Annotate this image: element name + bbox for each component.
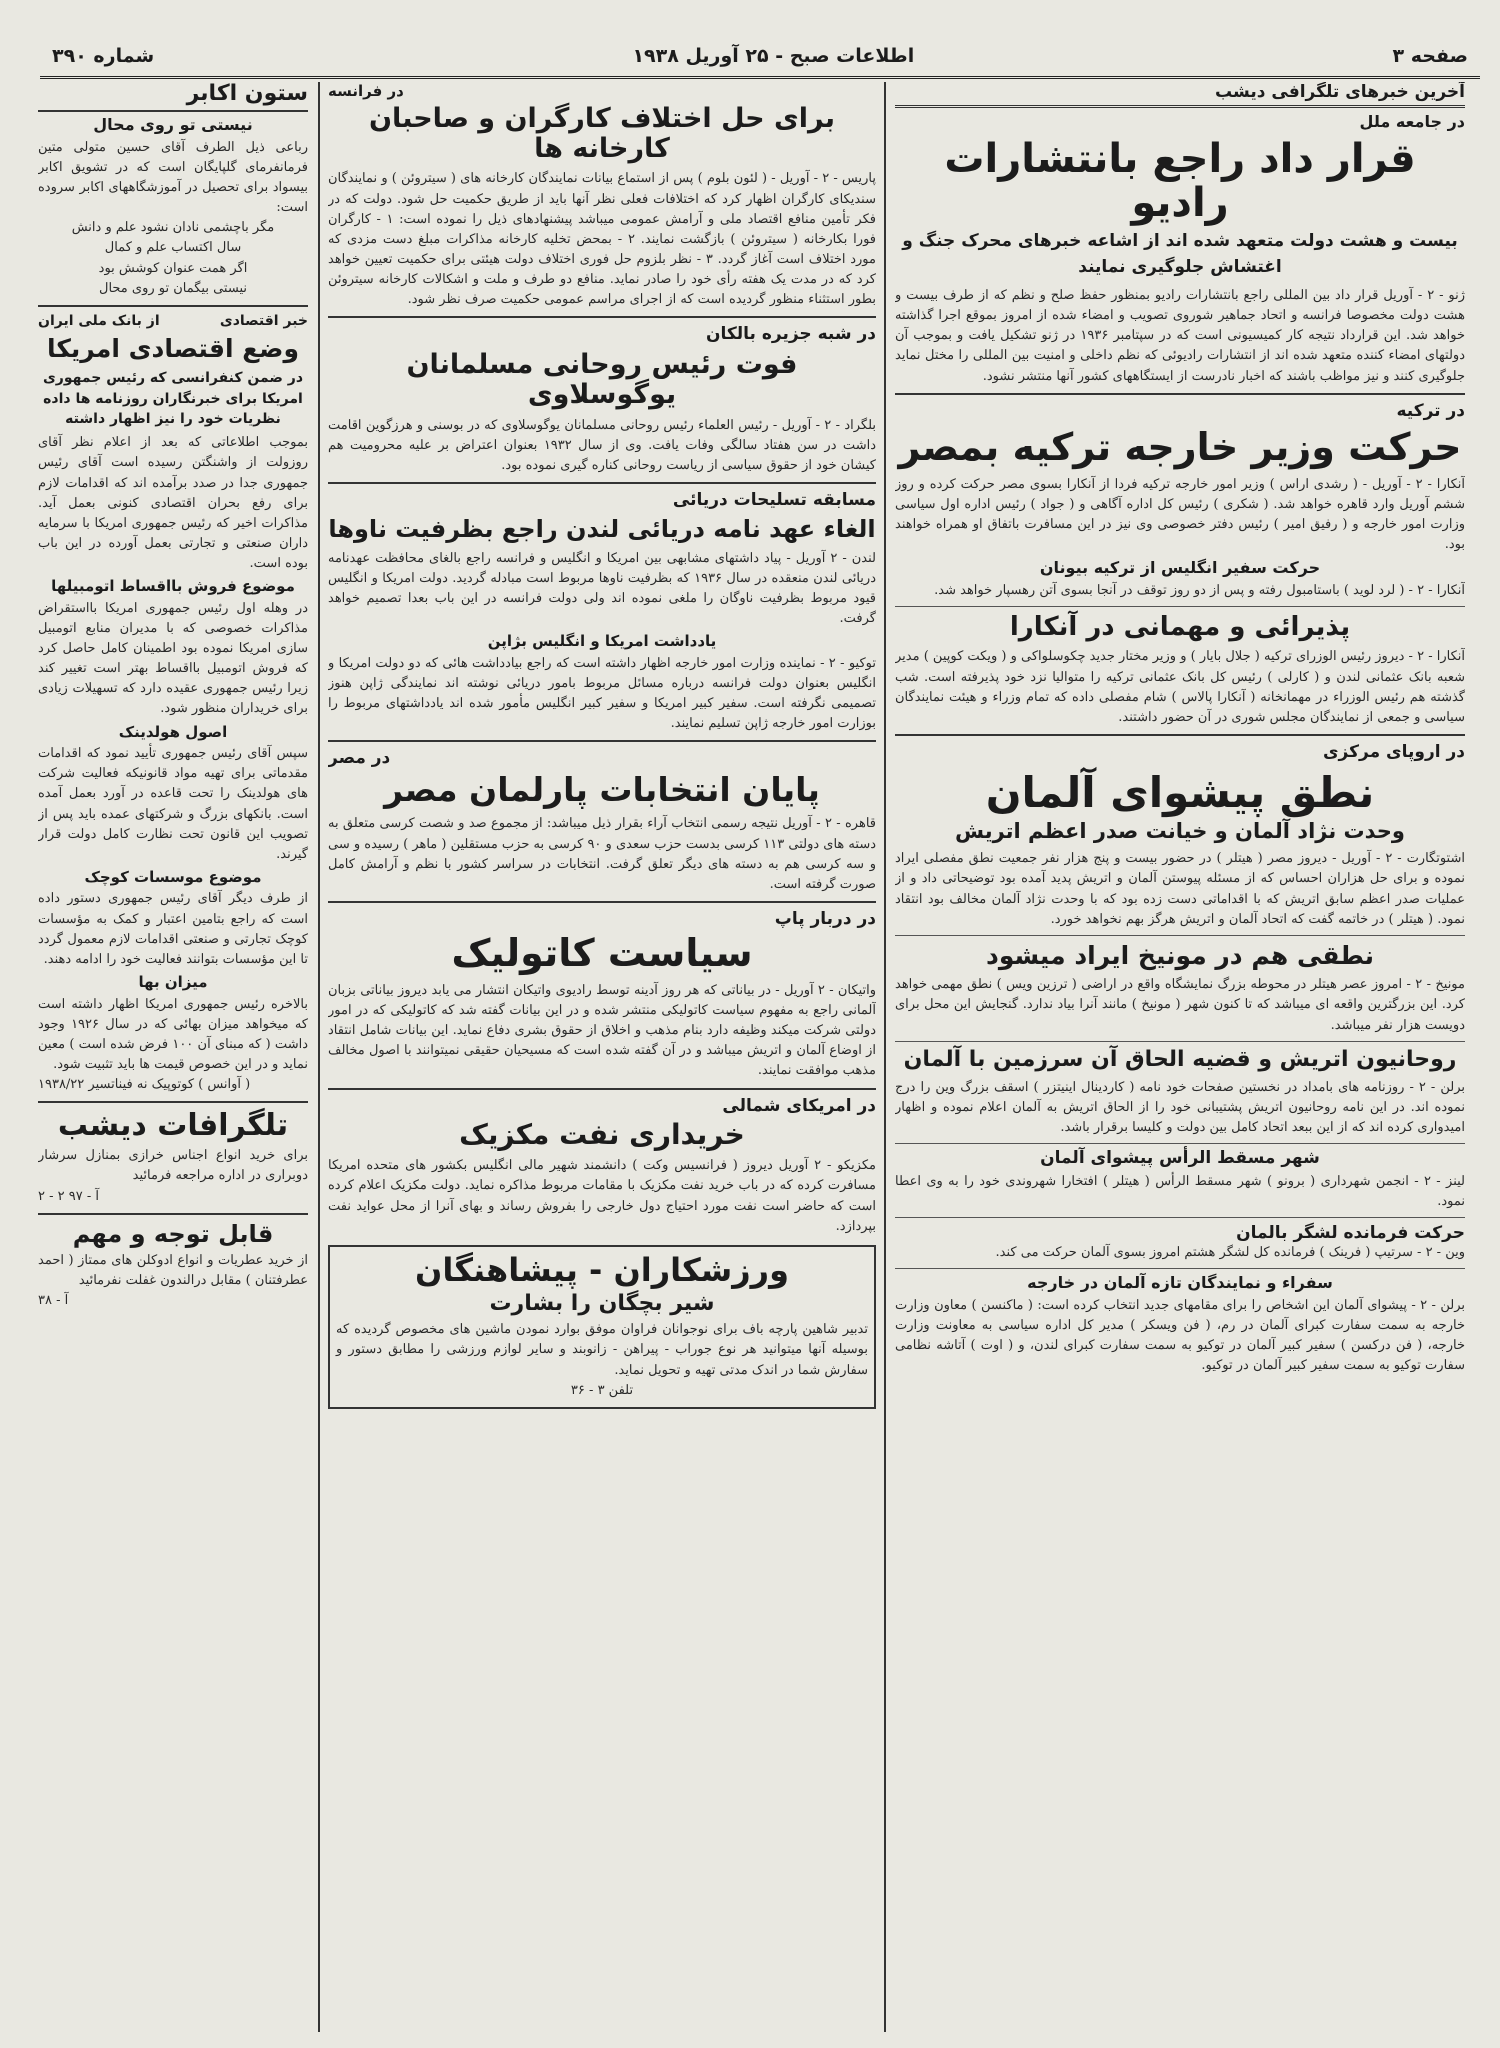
- ad-body: برای خرید انواع اجناس خرازی بمنازل سرشار دوبراری در اداره مراجعه فرمائید: [38, 1148, 308, 1184]
- right-column: [895, 82, 1465, 2032]
- headline-oil: خریداری نفت مکزیک: [459, 1117, 745, 1151]
- article-naval: لندن - ۲ آوریل - پیاد داشتهای مشابهی بین امریکا و انگلیس و فرانسه راجع بالغای محافظت عهدنامه دریائی لندن منعقده در سال ۱۹۳۶ که بظرفیت ناوها مربوط است مبادله گردید. دولت امریکا و انگلیس قیود مربوط بظرفیت ناوگان را ملغی نموده اند ولی دولت فرانسه در این باب بعدا تصمیم خواهد گرفت.: [328, 550, 876, 626]
- section-heading: در امریکای شمالی: [722, 1095, 876, 1116]
- headline-commander: حرکت فرمانده لشگر بالمان: [1236, 1223, 1465, 1244]
- article-turkey-2: آنکارا - ۲ - ( لرد لوید ) باستامبول رفته و پس از دو روز توقف در آنجا بسوی آتن رهسپار خواهد شد.: [934, 582, 1465, 598]
- ad-headline: تلگرافات دیشب: [57, 1108, 289, 1144]
- section-heading: در اروپای مرکزی: [1322, 741, 1465, 762]
- article-small-business: از طرف دیگر آقای رئیس جمهوری دستور داده است که راجع بتامین اعتبار و کمک به مؤسسات کوچک تجارتی و صنعتی اقدامات لازم معمول گردد تا این مؤسسات بتوانند فعالیت خود را ادامه دهند.: [38, 891, 308, 967]
- middle-column: [328, 82, 876, 2032]
- article-clergy: برلن - ۲ - روزنامه های بامداد در نخستین صفحات خود نامه ( کاردینال اینیتزر ) اسقف بزرگ وین را درج نموده اند. در این نامه روحانیون اتریش پشتیبانی خود را از الحاق اتریش به آلمان اعلام نموده و اظهار امیدواری کرده اند که از این ببعد اتحاد کامل بین دولت و کلیسا برقرار باشد.: [895, 1079, 1465, 1136]
- masthead-bar: [40, 36, 1480, 79]
- poem-line: مگر باچشمی نادان نشود علم و دانش: [71, 220, 275, 236]
- column-intro: رباعی ذیل الطرف آقای حسین متولی متین فرمانفرمای گلپایگان است که در تشویق اکابر بیسواد برای تحصیل در آموزشگاههای اکابر سروده است:: [38, 139, 308, 216]
- article-turkey: آنکارا - ۲ - آوریل - ( رشدی اراس ) وزیر امور خارجه ترکیه فردا از آنکارا بسوی مصر حرکت کرده و روز ششم آوریل وارد قاهره خواهد شد. ( شکری ) رئیس کل اداره آگاهی و ( جواد ) رئیس اداره اول سیاسی وزارت امور خارجه و ( رفیق امیر ) رئیس دفتر خصوصی وی نیز در این مسافرت باتفاق او همراه خواهند بود.: [895, 476, 1465, 552]
- section-heading: مسابقه تسلیحات دریائی: [672, 490, 876, 511]
- headline-birthplace: شهر مسقط الرأس پیشوای آلمان: [1040, 1148, 1320, 1169]
- article-ankara: آنکارا - ۲ - دیروز رئیس الوزرای ترکیه ( جلال بایار ) و وزیر مختار جدید چکوسلواکی و ( ویکت کوپین ) مدیر شعبه بانک عثمانی لندن و ( کارلی ) رئیس کل بانک عثمانی ترکیه را متوالیا نزد خود پذیرفته است. شب گذشته هم رئیس الوزراء در مهمانخانه ( آنکارا پالاس ) شام مفصلی داده که تمام وزراء و هیئت نمایندگان سیاسی و جمعی از نمایندگان مجلس شوری در آن حضور داشتند.: [895, 649, 1465, 725]
- ad-phone: تلفن ۳ - ۳۶: [570, 1382, 634, 1398]
- section-heading: در دربار پاپ: [774, 909, 876, 930]
- article-us-economy: بموجب اطلاعاتی که بعد از اعلام نظر آقای روزولت از واشنگتن رسیده است آقای رئیس جمهوری جدا در صدد برآمده اند که اقدامات لازم برای رفع بحران اقتصادی کنونی بعمل آید. مذاکرات اخیر که رئیس جمهوری امریکا با سرمایه داران صنعتی و تجارتی بعمل آورده در این باب بوده است.: [38, 435, 308, 572]
- article-commander: وین - ۲ - سرتیپ ( فرینک ) فرمانده کل لشگر هشتم امروز بسوی آلمان حرکت می کند.: [995, 1245, 1465, 1261]
- section-heading: در مصر: [328, 748, 391, 769]
- subhead-us-economy: در ضمن کنفرانسی که رئیس جمهوری امریکا برای خبرنگاران روزنامه ها داده نظریات خود را نیز اظهار داشته: [42, 370, 304, 427]
- headline-us-economy: وضع اقتصادی امریکا: [46, 333, 299, 363]
- ad-headline: ورزشکاران - پیشاهنگان: [415, 1250, 789, 1289]
- ad-reference: آ - ۹۷ ۲ - ۲: [38, 1188, 100, 1204]
- kicker: آخرین خبرهای تلگرافی دیشب: [895, 82, 1465, 108]
- subhead-small-business: موضوع موسسات کوچک: [84, 867, 262, 886]
- article-catholic: واتیکان - ۲ آوریل - در بیاناتی که هر روز آدینه توسط رادیوی واتیکان انتشار می یابد دیروز بیاناتی بزبان آلمانی راجع به مفهوم سیاست کاتولیکی منتشر شده و در این بیانات گفته شد که کاتولیکی که در امور دولتی شرکت میکند وظیفه دارد بنام مذهب و اخلاق از حقوق بشری دفاع نماید. این بیانات شامل انتقاد از اوضاع آلمان و اتریش میباشد و در آن گفته شده است که مسیحیان حقیقی نمیتوانند با اصول مخالف مذهب موافقت نمایند.: [328, 982, 876, 1079]
- section-heading: در فرانسه: [328, 82, 404, 100]
- article-naval-2: توکیو - ۲ - نماینده وزارت امور خارجه اظهار داشته است که راجع بیادداشت هائی که دو دولت امریکا و انگلیس بعنوان دولت فرانسه درباره مسائل مربوط بامور دریائی نوشته اند نمایندگی ژاپن هنوز تصمیمی نگرفته است. سفیر کبیر امریکا و سفیر کبیر انگلیس مأمور شده اند یادداشتهای مربوط را بوزارت امور خارجه ژاپن تسلیم نمایند.: [328, 655, 876, 732]
- subhead-speech: وحدت نژاد آلمان و خیانت صدر اعظم اتریش: [955, 819, 1405, 844]
- article-cars: در وهله اول رئیس جمهوری امریکا بااستقراض مذاکرات خصوصی که با مدیران منابع اتومبیل سازی امریکا نموده بود اطمینان کامل حاصل کرد که فروش اتومبیل بااقساط بهتر است تغییر کند زیرا رئیس جمهوری عقیده دارد که تسهیلات زیادی برای خریداران منظور شود.: [38, 600, 308, 717]
- column-subhead: نیستی تو روی محال: [93, 115, 253, 135]
- article-mufti: بلگراد - ۲ - آوریل - رئیس العلماء رئیس روحانی مسلمانان یوگوسلاوی که در بوسنی و هرزگوین اقامت داشت در سن هفتاد سالگی وفات یافت. وی از سال ۱۹۳۲ بعنوان اعتراض بر علیه محرومیت هم کیشان خود از حقوق سیاسی از ریاست روحانی کناره گیری نموده بود.: [328, 417, 876, 474]
- section-heading: خبر اقتصادی: [219, 312, 308, 329]
- article-munich: مونیخ - ۲ - امروز عصر هیتلر در محوطه بزرگ نمایشگاه واقع در اراضی ( ترزین ویس ) نطق مهمی خواهد کرد. این بزرگترین واقعه ای میباشد که تا کنون شهر ( مونیخ ) مانند آنرا بیاد ندارد. گنجایش این محل برای دویست هزار نفر میباشد.: [895, 977, 1465, 1033]
- article-egypt: قاهره - ۲ - آوریل نتیجه رسمی انتخاب آراء بقرار ذیل میباشد: از مجموع صد و شصت کرسی متعلق به دسته های دولتی ۱۱۳ کرسی بدست حزب سعدی و ۹۰ کرسی به حزب مستقلین ( ماهر ) رسیده و سی و سه کرسی هم به دسته های دیگر تعلق گرفت. انتخابات در سراسر کشور با نظم و آرامش کامل صورت گرفته است.: [328, 816, 876, 892]
- headline-speech: نطق پیشوای آلمان: [985, 767, 1375, 817]
- section-heading: در ترکیه: [1396, 400, 1465, 421]
- ad-subhead: شیر بچگان را بشارت: [489, 1291, 715, 1317]
- headline-workers: برای حل اختلاف کارگران و صاحبان کارخانه ها: [369, 103, 835, 164]
- headline-mufti: فوت رئیس روحانی مسلمانان یوگوسلاوی: [406, 349, 798, 411]
- subhead-holding: اصول هولدینک: [118, 722, 228, 741]
- poem-line: نیستی بیگمان تو روی محال: [99, 280, 247, 296]
- section-heading: در شبه جزیره بالکان: [706, 324, 876, 345]
- headline-catholic: سیاست کاتولیک: [451, 931, 753, 976]
- subhead-naval: یادداشت امریکا و انگلیس بژاپن: [487, 632, 717, 651]
- headline-clergy: روحانیون اتریش و قضیه الحاق آن سرزمین با آلمان: [903, 1046, 1457, 1072]
- headline-ankara: پذیرائی و مهمانی در آنکارا: [1009, 611, 1351, 642]
- econ-header: [38, 313, 308, 329]
- article-holding: سپس آقای رئیس جمهوری تأیید نمود که اقدامات مقدماتی برای تهیه مواد قانونیکه فعالیت شرکت های هولدینک را تحت قاعده در آورد بعمل آمده است. بانکهای بزرگ و شرکتهای عمده باید پس از تصویب این قانون تحت نظارت کامل دولت قرار گیرند.: [38, 746, 308, 862]
- headline-radio: قرار داد راجع بانتشارات رادیو: [944, 136, 1416, 226]
- column-divider: [318, 82, 320, 2032]
- poem-line: سال اکتساب علم و کمال: [104, 240, 242, 256]
- subhead-radio: بیست و هشت دولت متعهد شده اند از اشاعه خبرهای محرک جنگ و اغتشاش جلوگیری نمایند: [902, 231, 1458, 277]
- article-prices: بالاخره رئیس جمهوری امریکا اظهار داشته است که میخواهد میزان بهائی که در سال ۱۹۲۶ وجود داشت ( که مبنای آن ۱۰۰ فرض شده است ) معین نماید و در این خصوص قیمت ها باید تثبیت شود.: [38, 996, 308, 1072]
- ad-headline: قابل توجه و مهم: [72, 1219, 274, 1248]
- ad-body: از خرید عطریات و انواع ادوکلن های ممتاز ( احمد عطرفتنان ) مقابل درالندون غفلت نفرمائید: [38, 1253, 308, 1289]
- headline-turkey: حرکت وزیر خارجه ترکیه بمصر: [898, 424, 1462, 469]
- article-workers: پاریس - ۲ - آوریل - ( لئون بلوم ) پس از استماع بیانات نمایندگان کارخانه های ( سیتروئن ) و نمایندگان سندیکای کارگران اظهار کرد که اختلافات فعلی نظر آنها باید از طریق حکمیت حل شود. دولت که در فکر تأمین منافع اقتصاد ملی و آرامش عمومی میباشد پیشنهادهای ذیل را نموده است: ۱ - کارگران فورا بکارخانه ( سیتروئن ) بازگشت نمایند. ۲ - بمحض تخلیه کارخانه مذاکرات مبلغ دست مزدی که مورد اختلاف است آغاز گردد. ۳ - نظر بلزوم حل فوری اختلاف دولت هیئتی برای حکمیت تعیین خواهد کرد که در مدت یک هفته رأی خود را صادر نماید. منافع دو طرف و ملت و اشکالات کارخانه سیتروئن بطور استثناء منظور گردیده است که از اجرای مراسم عمومی حکمیت صرف نظر شود.: [328, 171, 876, 308]
- ad-body: تدبیر شاهین پارچه باف برای نوجوانان فراوان موفق بوارد نمودن ماشین های مخصوص گردیده که بوسیله آنها میتوانید هر نوع جوراب - پیراهن - زانوبند و سایر لوازم ورزشی را مطابق دستور و سفارش شما در اندک مدتی تهیه و تحویل نماید.: [336, 1322, 868, 1378]
- subhead-prices: میزان بها: [138, 973, 208, 992]
- article-speech: اشتوتگارت - ۲ - آوریل - دیروز مصر ( هیتلر ) در حضور بیست و پنج هزار نفر جمعیت نطق مفصلی ایراد نموده و برای حل هزاران احساس که از مسئله پیوستن آلمان و اتریش پدید آمده بود توضیحاتی داد و از عملیات صدر اعظم سابق اتریش که با اقداماتی دست زده بود که با وحدت نژاد آلمان مخالف بود انتقاد نمود. ( هیتلر ) در خاتمه گفت که اتحاد آلمان و اتریش هرگز بهم نخواهد خورد.: [895, 851, 1465, 927]
- page-number: صفحه ۳: [1392, 45, 1468, 67]
- headline-naval: الغاء عهد نامه دریائی لندن راجع بظرفیت ناوها: [328, 515, 876, 544]
- section-source: از بانک ملی ایران: [38, 312, 160, 329]
- article-ambassadors: برلن - ۲ - پیشوای آلمان این اشخاص را برای مقامهای جدید انتخاب کرده است: ( ماکنسن ) معاون وزارت خارجه به سمت سفارت کبرای آلمان در رم، ( فن ویسکر ) مدیر کل اداره سیاسی به معاونت وزارت خارجه، ( فن درکسن ) سفیر کبیر آلمان در توکیو به سمت سفارت کبرای لندن، و ( اوت ) آتاشه نظامی سفارت توکیو به سمت سفیر کبیر آلمان در توکیو.: [895, 1298, 1465, 1374]
- headline-egypt: پایان انتخابات پارلمان مصر: [384, 770, 820, 810]
- article-birthplace: لینز - ۲ - انجمن شهرداری ( برونو ) شهر مسقط الرأس ( هیتلر ) افتخارا شهروندی خود را به وی اعطا نمود.: [895, 1174, 1465, 1210]
- article-oil: مکزیکو - ۲ آوریل دیروز ( فرانسیس وکت ) دانشمند شهیر مالی انگلیس بکشور های متحده امریکا مسافرت کرده که در باب خرید نفت مکزیک با مقامات مربوط مذاکره نماید. دولت مکزیک اعلام کرده است که حاضر است نفت مورد احتیاج دول خارجی را بفروش رساند و بهای آنرا از محل عواید نفت بپردازد.: [328, 1158, 876, 1234]
- headline-munich: نطقی هم در مونیخ ایراد میشود: [985, 940, 1374, 970]
- masthead-title: اطلاعات صبح - ۲۵ آوریل ۱۹۳۸: [632, 45, 915, 67]
- advertisement-box: [328, 1245, 876, 1409]
- subhead-cars: موضوع فروش بااقساط اتومبیلها: [51, 577, 295, 596]
- headline-ambassadors: سفراء و نمایندگان تازه آلمان در خارجه: [1027, 1273, 1333, 1293]
- column-divider: [884, 82, 886, 2032]
- article-radio: ژنو - ۲ - آوریل قرار داد بین المللی راجع بانتشارات رادیو بمنظور حفظ صلح و نظم که از طرف بیست و هشت دولت مخصوصا فرانسه و اتحاد جماهیر شوروی تصویب و امضاء شده از امروز بموقع اجرا گذاشته خواهد شد. این قرارداد نتیجه کار کمیسیونی است که در سپتامبر ۱۹۳۶ در ژنو تشکیل یافت و بموجب آن دولتهای امضاء کننده متعهد شده اند از انتشارات رادیوئی که نظم داخلی و امنیت بین المللی را مختل نماید جلوگیری کنند و نیز مواظب باشند که اخبار نادرست از ایستگاههای کشور آنها منتشر نشود.: [895, 288, 1465, 384]
- subhead-turkey: حرکت سفیر انگلیس از ترکیه بیونان: [1039, 558, 1321, 578]
- column-title: ستون اکابر: [38, 82, 308, 112]
- poem-line: اگر همت عنوان کوشش بود: [98, 260, 248, 276]
- left-column: [38, 82, 308, 2032]
- section-heading: در جامعه ملل: [1359, 112, 1465, 131]
- article-reference: ( آوانس ) کوتوپیک نه فیناتسیر ۱۹۳۸/۲۲: [38, 1077, 251, 1093]
- issue-number: شماره ۳۹۰: [52, 45, 155, 67]
- ad-reference: آ - ۳۸: [38, 1293, 69, 1309]
